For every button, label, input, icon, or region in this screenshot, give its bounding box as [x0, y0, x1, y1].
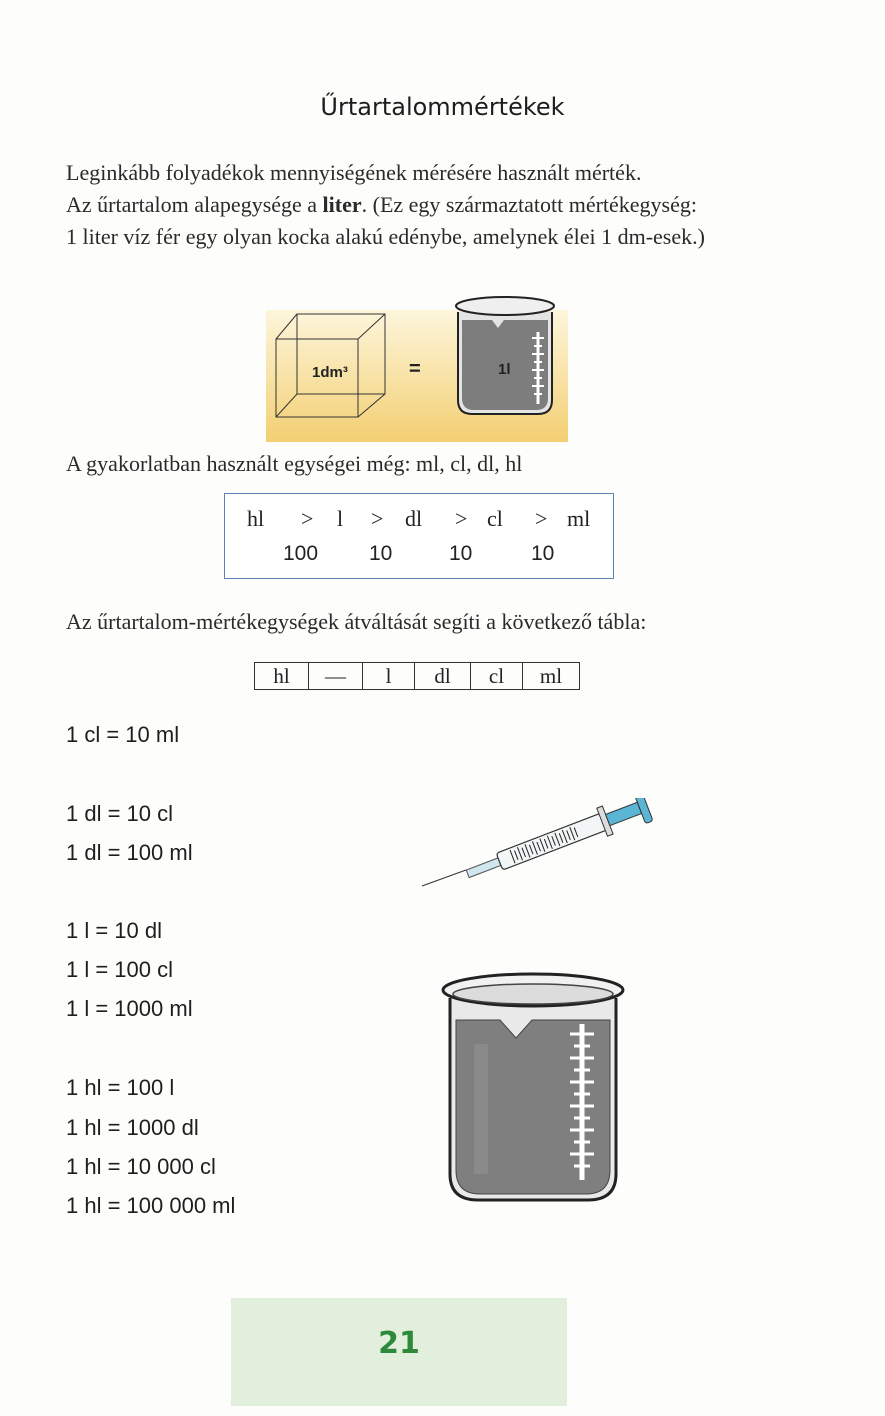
conv-cell-dl: dl [415, 663, 471, 689]
gt-sign: > [301, 506, 314, 531]
factor-value: 10 [369, 542, 393, 565]
equals-sign: = [409, 358, 421, 380]
conv-cell-ml: ml [539, 664, 563, 688]
unit-chain-box [224, 493, 614, 579]
table-intro: Az űrtartalom-mértékegységek átváltását segíti a következő tábla: [66, 609, 647, 634]
page-number-box [231, 1298, 567, 1406]
factor-value: 10 [531, 542, 555, 565]
gt-sign: > [455, 506, 468, 531]
equation: 1 hl = 10 000 cl [66, 1154, 216, 1179]
equation: 1 l = 100 cl [66, 957, 174, 982]
large-beaker-icon [438, 968, 628, 1206]
small-beaker-icon [456, 297, 554, 414]
factor-value: 10 [449, 542, 473, 565]
equation: 1 hl = 100 000 ml [66, 1193, 236, 1218]
unit-dl: dl [405, 506, 423, 531]
conversion-table [254, 662, 580, 690]
equation: 1 cl = 10 ml [66, 722, 180, 747]
syringe-icon [418, 798, 663, 893]
intro-line-1: Leginkább folyadékok mennyiségének mérésére használt mérték. [66, 160, 642, 185]
intro-line-2-end: . (Ez egy származtatott mértékegység: [361, 192, 697, 217]
intro-line-2-start: Az űrtartalom alapegysége a [66, 192, 323, 217]
cube-beaker-figure [266, 292, 568, 442]
cube-label: 1dm³ [312, 364, 348, 381]
equation: 1 l = 10 dl [66, 918, 163, 943]
equation: 1 hl = 100 l [66, 1075, 175, 1100]
conv-cell-empty: — [309, 663, 363, 689]
intro-text [66, 157, 826, 253]
beaker-label: 1l [498, 361, 511, 378]
equation: 1 dl = 100 ml [66, 840, 193, 865]
intro-line-3: 1 liter víz fér egy olyan kocka alakú edénybe, amelynek élei 1 dm-esek.) [66, 224, 705, 249]
equation: 1 dl = 10 cl [66, 801, 174, 826]
unit-l: l [337, 506, 344, 531]
unit-ml: ml [567, 506, 591, 531]
page-number: 21 [378, 1326, 420, 1361]
equation: 1 hl = 1000 dl [66, 1115, 199, 1140]
liter-term: liter [322, 192, 362, 217]
unit-cl: cl [487, 506, 503, 531]
conv-cell-l: l [363, 663, 415, 689]
unit-hl: hl [247, 506, 265, 531]
page-title: Űrtartalommértékek [320, 93, 565, 121]
intro-line-2 [66, 189, 826, 221]
units-intro: A gyakorlatban használt egységei még: ml, cl, dl, hl [66, 451, 523, 476]
gt-sign: > [535, 506, 548, 531]
conv-cell-cl: cl [471, 663, 523, 689]
factor-value: 100 [283, 542, 319, 565]
equation: 1 l = 1000 ml [66, 996, 193, 1021]
gt-sign: > [371, 506, 384, 531]
conv-cell-hl: hl [255, 663, 309, 689]
